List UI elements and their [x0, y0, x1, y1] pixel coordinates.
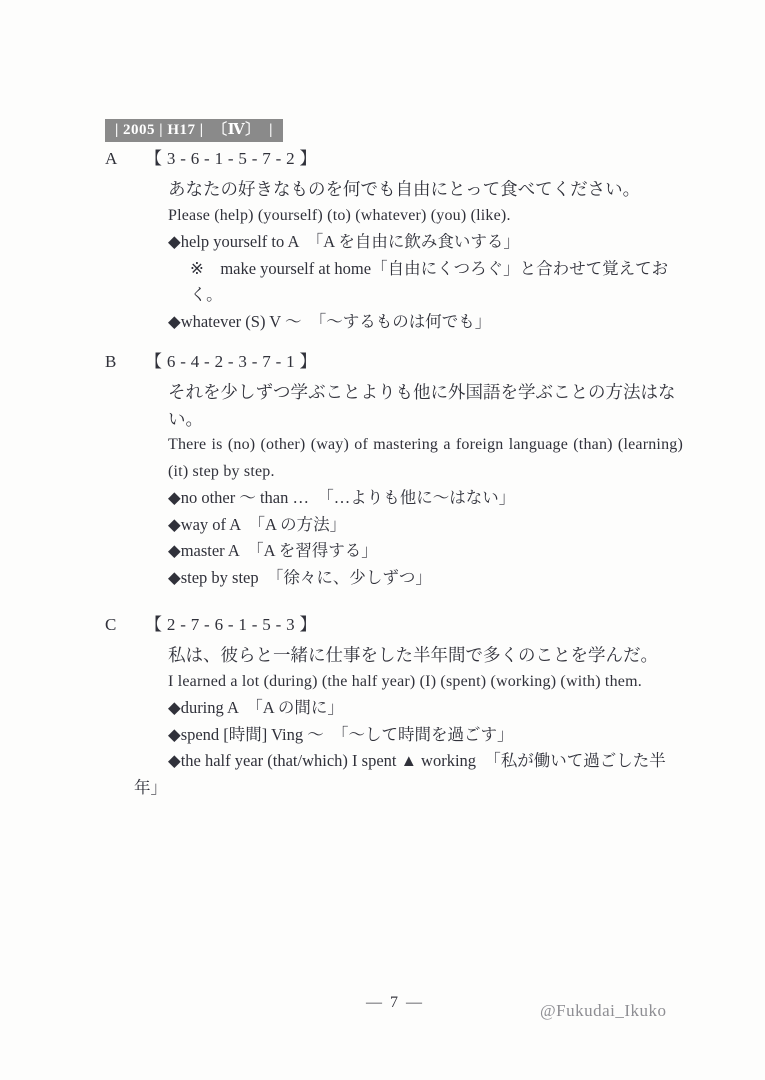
exam-year-badge: | 2005 | H17 | 〔Ⅳ〕 |	[105, 119, 283, 142]
japanese-sentence: 私は、彼らと一緒に仕事をした半年間で多くのことを学んだ。	[168, 645, 658, 665]
section-c	[105, 612, 683, 801]
answer-order: 【 3 - 6 - 1 - 5 - 7 - 2 】	[145, 149, 317, 168]
answer-order: 【 2 - 7 - 6 - 1 - 5 - 3 】	[145, 615, 317, 634]
english-answer-sentence: Please (help) (yourself) (to) (whatever) (you) (like).	[168, 206, 511, 224]
section-a	[105, 146, 683, 335]
answer-order: 【 6 - 4 - 2 - 3 - 7 - 1 】	[145, 352, 317, 371]
japanese-sentence: それを少しずつ学ぶことよりも他に外国語を学ぶことの方法はない。	[168, 382, 676, 429]
vocab-note: ◆during A 「A の間に」	[168, 698, 344, 717]
vocab-note: ◆help yourself to A 「A を自由に飲み食いする」	[168, 232, 520, 251]
vocab-note: ◆step by step 「徐々に、少しずつ」	[168, 567, 432, 587]
section-header	[105, 612, 683, 638]
japanese-sentence: あなたの好きなものを何でも自由にとって食べてください。	[168, 179, 641, 199]
page-number: — 7 —	[366, 994, 424, 1011]
section-letter: B	[105, 352, 117, 371]
section-header	[105, 349, 683, 375]
vocab-note: ◆spend [時間] Ving ～ 「～して時間を過ごす」	[168, 724, 514, 744]
section-letter: A	[105, 149, 118, 168]
vocab-note: ◆master A 「A を習得する」	[168, 541, 378, 560]
vocab-note: ◆no other ～ than … 「…よりも他に～はない」	[168, 488, 516, 507]
section-b	[105, 349, 683, 591]
supplementary-note: ※ make yourself at home「自由にくつろぐ」と合わせて覚えておく。	[190, 258, 669, 304]
vocab-note: ◆the half year (that/which) I spent ▲ working 「私が働いて過ごした半年」	[134, 751, 666, 797]
english-answer-sentence: I learned a lot (during) (the half year) (I) (spent) (working) (with) them.	[168, 672, 642, 690]
vocab-note: ◆whatever (S) V ～ 「～するものは何でも」	[168, 311, 492, 331]
vocab-note: ◆way of A 「A の方法」	[168, 514, 347, 534]
author-handle: @Fukudai_Ikuko	[540, 1001, 667, 1020]
english-answer-sentence: There is (no) (other) (way) of mastering a foreign language (than) (learning) (it) step by step.	[168, 436, 683, 480]
section-letter: C	[105, 615, 117, 634]
section-header	[105, 146, 683, 172]
